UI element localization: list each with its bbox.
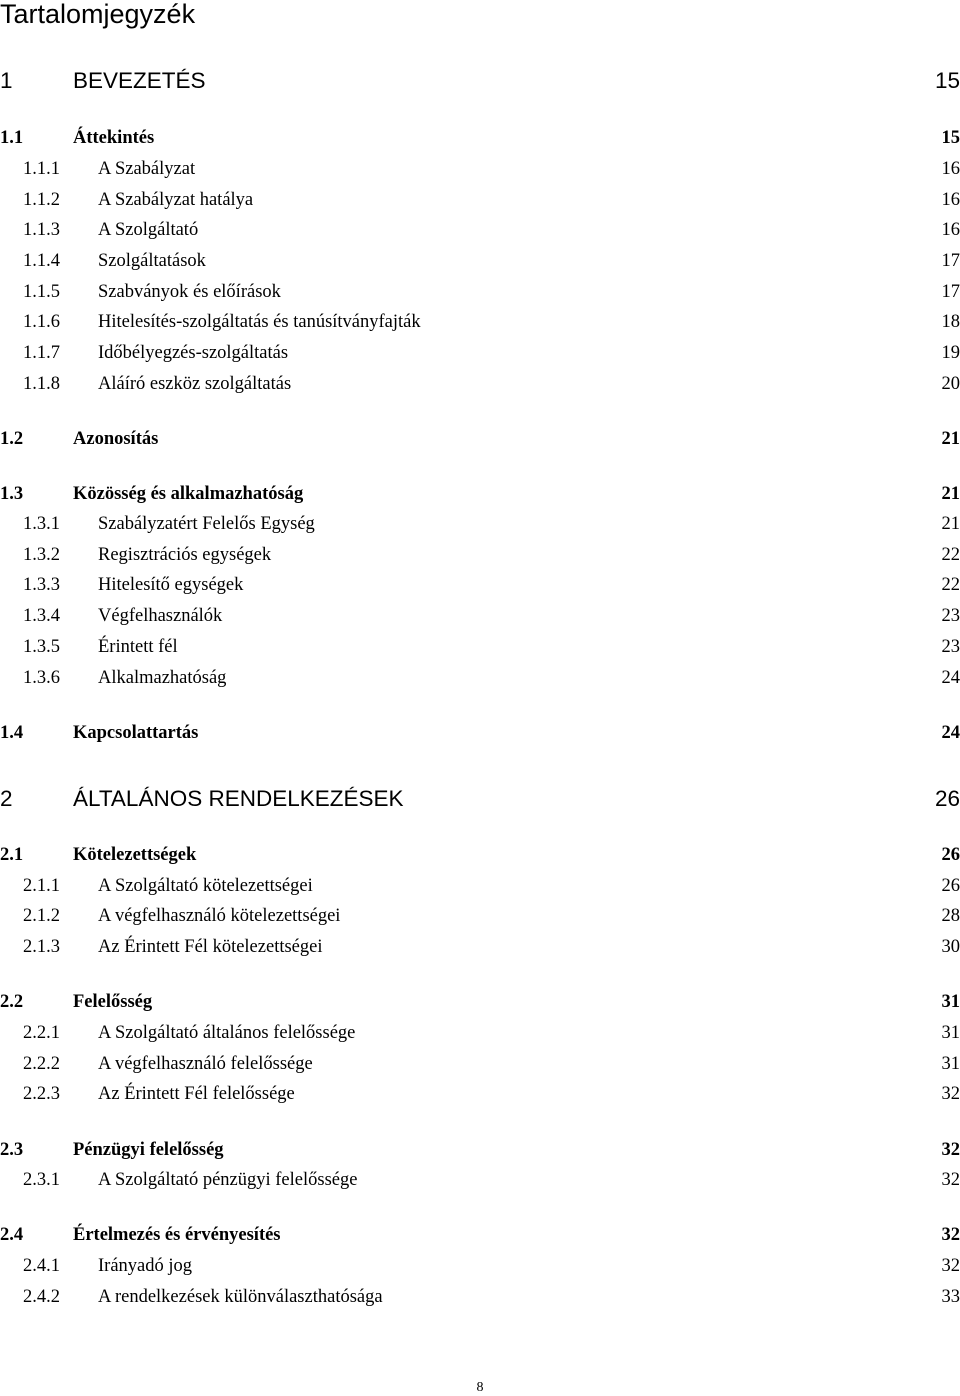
toc-entry-title[interactable]: Szolgáltatások [98,251,206,271]
toc-entry-number: 1.1.7 [23,343,60,363]
toc-entry[interactable] [0,871,960,901]
toc-entry-title[interactable]: Alkalmazhatóság [98,668,227,688]
toc-entry-title[interactable]: Közösség és alkalmazhatóság [73,484,304,504]
toc-entry-number: 1.3.1 [23,514,60,534]
toc-entry[interactable] [0,246,960,276]
toc-entry-title[interactable]: Áttekintés [73,128,155,148]
toc-entry[interactable] [0,1135,960,1165]
toc-entry-title[interactable]: Érintett fél [98,637,178,657]
toc-entry[interactable] [0,215,960,245]
toc-entry-number: 1.1.4 [23,251,60,271]
toc-entry-title[interactable]: A Szolgáltató kötelezettségei [98,876,313,896]
page-title: Tartalomjegyzék [0,0,196,29]
toc-entry-number: 1 [0,68,13,93]
toc-entry[interactable] [0,1251,960,1281]
toc-entry-number: 2.4 [0,1225,24,1245]
toc-entry-page: 24 [941,668,960,688]
toc-entry-title[interactable]: Aláíró eszköz szolgáltatás [98,374,292,394]
toc-entry-title[interactable]: Értelmezés és érvényesítés [73,1225,281,1245]
toc-entry-page: 30 [941,937,960,957]
toc-entry-number: 2.2.2 [23,1054,60,1074]
toc-entry-number: 2.4.1 [23,1256,60,1276]
toc-entry[interactable] [0,1079,960,1109]
toc-entry[interactable] [0,540,960,570]
toc-entry-title[interactable]: A Szolgáltató általános felelőssége [98,1023,356,1043]
toc-entry-number: 2.4.2 [23,1287,60,1307]
toc-entry[interactable] [0,66,960,96]
toc-entry[interactable] [0,663,960,693]
toc-entry-number: 1.1.8 [23,374,60,394]
toc-entry-number: 2.1.1 [23,876,60,896]
toc-entry-page: 23 [941,606,960,626]
toc-entry-number: 1.1 [0,128,24,148]
toc-entry-number: 2.2.1 [23,1023,60,1043]
toc-entry-page: 21 [941,514,960,534]
toc-entry-page: 17 [941,251,960,271]
toc-entry-number: 2.3.1 [23,1170,60,1190]
toc-entry-page: 33 [941,1287,960,1307]
toc-entry-page: 15 [941,128,960,148]
toc-entry[interactable] [0,901,960,931]
toc-entry[interactable] [0,509,960,539]
toc-entry-number: 2.3 [0,1140,24,1160]
toc-entry-page: 19 [941,343,960,363]
toc-entry-title[interactable]: A végfelhasználó kötelezettségei [98,906,341,926]
toc-entry-page: 26 [941,876,960,896]
toc-entry[interactable] [0,1049,960,1079]
toc-entry-page: 22 [941,575,960,595]
toc-entry-number: 1.1.2 [23,190,60,210]
toc-entry-page: 32 [941,1140,960,1160]
toc-entry-title[interactable]: Végfelhasználók [98,606,223,626]
toc-entry[interactable] [0,570,960,600]
toc-entry-title[interactable]: Szabványok és előírások [98,282,281,302]
toc-entry-page: 24 [941,723,960,743]
toc-entry-page: 18 [941,312,960,332]
toc-entry-number: 2.1.2 [23,906,60,926]
toc-entry-title[interactable]: ÁLTALÁNOS RENDELKEZÉSEK [73,786,404,811]
toc-entry[interactable] [0,840,960,870]
toc-entry-page: 16 [941,190,960,210]
toc-entry-title[interactable]: Kapcsolattartás [73,723,199,743]
toc-entry[interactable] [0,185,960,215]
toc-entry-title[interactable]: A Szabályzat [98,159,196,179]
toc-entry[interactable] [0,479,960,509]
toc-entry-page: 26 [934,786,960,811]
toc-entry[interactable] [0,932,960,962]
toc-entry-number: 1.3.5 [23,637,60,657]
toc-entry-page: 22 [941,545,960,565]
toc-entry[interactable] [0,987,960,1017]
toc-entry-page: 32 [941,1256,960,1276]
toc-entry-number: 2 [0,786,13,811]
toc-entry[interactable] [0,718,960,748]
toc-entry-number: 1.3.2 [23,545,60,565]
toc-entry-title[interactable]: Hitelesítés-szolgáltatás és tanúsítványfajták [98,312,421,332]
toc-entry-number: 1.1.3 [23,220,60,240]
toc-entry[interactable] [0,338,960,368]
toc-entry-page: 15 [934,68,960,93]
toc-entry[interactable] [0,277,960,307]
toc-entry-page: 32 [941,1170,960,1190]
toc-entry[interactable] [0,123,960,153]
toc-entry-page: 31 [941,1023,960,1043]
toc-entry-title[interactable]: Pénzügyi felelősség [73,1140,224,1160]
toc-entry[interactable] [0,1018,960,1048]
toc-entry-title[interactable]: Időbélyegzés-szolgáltatás [98,343,289,363]
toc-entry-title[interactable]: Az Érintett Fél kötelezettségei [98,937,323,957]
toc-entry-title[interactable]: Azonosítás [73,429,159,449]
toc-entry[interactable] [0,1220,960,1250]
toc-entry-title[interactable]: Irányadó jog [98,1256,193,1276]
toc-entry-page: 17 [941,282,960,302]
toc-entry-title[interactable]: A Szolgáltató pénzügyi felelőssége [98,1170,358,1190]
toc-entry-page: 20 [941,374,960,394]
toc-entry-title[interactable]: Az Érintett Fél felelőssége [98,1084,295,1104]
toc-entry-number: 1.1.1 [23,159,60,179]
toc-entry-number: 1.3.6 [23,668,60,688]
toc-entry[interactable] [0,1282,960,1312]
toc-entry[interactable] [0,154,960,184]
toc-entry-title[interactable]: Hitelesítő egységek [98,575,244,595]
toc-entry-number: 2.1 [0,845,24,865]
toc-entry-page: 31 [941,1054,960,1074]
toc-entry-title[interactable]: BEVEZETÉS [73,68,206,93]
toc-entry-number: 2.2 [0,992,24,1012]
toc-entry[interactable] [0,424,960,454]
toc-entry-page: 16 [941,159,960,179]
toc-entry[interactable] [0,1165,960,1195]
toc-entry-number: 1.3 [0,484,24,504]
toc-entry-title[interactable]: A rendelkezések különválaszthatósága [98,1287,383,1307]
toc-entry-number: 1.1.5 [23,282,60,302]
toc-entry-number: 1.1.6 [23,312,60,332]
toc-entry-title[interactable]: A végfelhasználó felelőssége [98,1054,313,1074]
toc-entry-page: 32 [941,1084,960,1104]
toc-entry-number: 2.1.3 [23,937,60,957]
toc-entry-page: 16 [941,220,960,240]
toc-entry-page: 21 [941,429,960,449]
toc-entry-title[interactable]: Regisztrációs egységek [98,545,272,565]
toc-entry[interactable] [0,369,960,399]
toc-entry-number: 1.2 [0,429,24,449]
toc-entry-title[interactable]: A Szabályzat hatálya [98,190,254,210]
toc-entry-title[interactable]: Kötelezettségek [73,845,197,865]
toc-entry-page: 21 [941,484,960,504]
toc-entry[interactable] [0,632,960,662]
toc-entry-number: 1.4 [0,723,24,743]
toc-entry[interactable] [0,784,960,814]
toc-entry-title[interactable]: Szabályzatért Felelős Egység [98,514,315,534]
toc-entry-number: 1.3.3 [23,575,60,595]
footer-page-number: 8 [476,1380,484,1395]
toc-entry-number: 1.3.4 [23,606,60,626]
toc-entry-page: 26 [941,845,960,865]
toc-entry-page: 23 [941,637,960,657]
toc-entry-page: 31 [941,992,960,1012]
toc-entry[interactable] [0,601,960,631]
toc-entry-title[interactable]: A Szolgáltató [98,220,199,240]
toc-entry-page: 32 [941,1225,960,1245]
toc-entry-title[interactable]: Felelősség [73,992,153,1012]
toc-entry[interactable] [0,307,960,337]
toc-entry-page: 28 [941,906,960,926]
toc-entry-number: 2.2.3 [23,1084,60,1104]
